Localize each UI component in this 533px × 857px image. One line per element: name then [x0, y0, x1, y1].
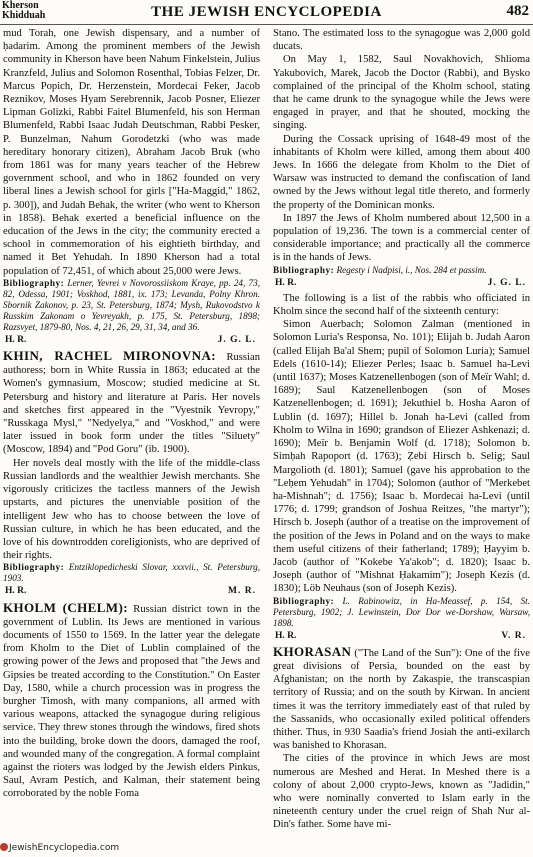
kholm-entry	[3, 601, 260, 801]
kholm-paragraph: During the Cossack uprising of 1648-49 most of the inhabitants of Kholm were killed, among them about 400 Jews. In 1666 the delegate from Kholm to the Diet of Warsaw was instructed to demand the confiscation of land owned by the Jews without legal title thereto, and formerly the property of the Dominican monks.	[273, 133, 530, 211]
rabbis-list: Simon Auerbach; Solomon Zalman (mentioned in Solomon Luria's Responsa, No. 101); Elijah b. Judah Aaron (called Elijah Ba'al Shem; pupil of Solomon Luria); Samuel Edels (1610-14); Eliezer Perles; Isaac b. Samuel ha-Levi (until 1637); Moses Katzenellenbogen (son of Meïr Wahl; d. 1689); Saul Katzenellenbogen (son of Moses Katzenellenbogen; d. 1691); Jekuthiel b. Hosha Aaron of Lublin (d. 1697); Hillel b. Jonah ha-Levi (called from Kholm to Wilna in 1690; grandson of Eliezer Ashkenazi; d. 1690); Meïr b. Benjamin Wolf (d. 1718); Solomon b. Simḥah Rapoport (d. 1763); Ẓebi Hirsch b. Selig; Saul Margolioth (d. 1801); Samuel (gave his approbation to the "Leḥem Yehudah" in 1704); Solomon (author of "Merkebet ha-Mishnah"; d. 1756); Isaac b. Mordecai ha-Levi (until 1776; d. 1799; grandson of Joshua Reitzes, "the martyr"); Hirsch b. Joseph (author of a treatise on the improvement of the position of the Jews in Poland and on the ways to make them useful citizens of their fatherland; 1789); Ḥayyim b. Jacob (author of "Kokebe Ya'akob"; d. 1820); Isaac b. Joseph (author of "Mishnat Ḥakamim"); Joseph Kezis (d. 1830); Löb Neuhaus (son of Joseph Kezis).	[273, 319, 530, 595]
page-number: 482	[506, 3, 529, 19]
signature-initials-right: V. R.	[501, 630, 526, 641]
rachel-paragraph-2: Her novels deal mostly with the life of the middle-class Russian landlords and the wealthier Jewish merchants. She vigorously criticizes the tactless manners of the Jewish upstarts, and pictures the unenviable position of the intelligent Jew who has to choose between the love of Russian culture, in which he has been educated, and the love of his downtrodden coreligionists, who are deprived of their rights.	[3, 457, 260, 562]
bibliography-text: Regesty i Nadpisi, i., Nos. 284 et passim.	[336, 264, 487, 275]
signature-initials-left: H. R.	[275, 277, 297, 288]
bibliography-label: Bibliography:	[273, 595, 335, 606]
bibliography-text: Lerner, Yevrei v Novorossiiskom Kraye, pp. 24, 73, 82, Odessa, 1901; Voskhod, 1881, ix. 173; Levanda, Polny Khron. Sbornik Zakonov, p. 23, St. Petersburg, 1874; Mysh, Rukovodstvo k Russkim Zakonam o Yevreyakh, p. 175, St. Petersburg, 1898; Razsvyet, 1879-80, Nos. 4, 21, 26, 29, 31, 34, and 36.	[3, 277, 261, 332]
running-head-bottom: Khidduah	[2, 10, 46, 21]
right-column	[273, 27, 530, 832]
entry-title: KHIN, RACHEL MIRONOVNA:	[3, 348, 216, 364]
signature-line	[5, 585, 256, 598]
signature-line	[275, 630, 526, 643]
bibliography-label: Bibliography:	[3, 277, 65, 288]
entry-text: Russian district town in the government of Lublin. Its Jews are mentioned in various documents of 1550 to 1569. In the latter year the delegate from Kholm to the Diet of Lublin complained of the growing power of the Jews and proposed that "the Jews and Gipsies be treated according to the Constitution." On Easter Day, 1580, while a church procession was in progress the burgher Timosh, with many companions, all armed with various weapons, attacked the synagogue during religious service. They threw stones through the windows, fired shots into the building, broke down the doors, damaged the roof, and wounded many of the congregation. A formal complaint against the rioters was lodged by the Jewish elders Pinkus, Saul, Avram Pestich, and Kalman, their statement being corroborated by the noble Foma	[3, 603, 260, 800]
entry-text: Russian authoress; born in White Russia in 1863; educated at the Women's gymnasium, Moscow; studied medicine at St. Petersburg and history and literature at Paris. Her novels and sketches first appeared in the "Vyestnik Yevropy," "Russkaga Mysl," "Nedyelya," and "Voskhod," and were later issued in book form under the titles "Siluety" (Moscow, 1894) and "Pod Goru" (ib. 1900).	[3, 352, 260, 456]
signature-initials-left: H. R.	[5, 586, 27, 597]
khorasan-entry	[273, 645, 530, 753]
site-logo-icon	[0, 843, 8, 851]
bibliography	[273, 265, 530, 276]
signature-initials-right: M. R.	[228, 586, 256, 597]
signature-initials-left: H. R.	[275, 630, 297, 641]
bibliography-label: Bibliography:	[273, 264, 335, 275]
signature-line	[275, 277, 526, 290]
kholm-paragraph: On May 1, 1582, Saul Novakhovich, Shlioma Yakubovich, Marek, Jacob the Doctor (Rabbi), and Bysko complained of the principal of the Kholm school, stating that he came drunk to the synagogue while the Jews were engaged in prayer, and that he shouted, mocking the singing.	[273, 54, 530, 132]
kholm-continued: Stano. The estimated loss to the synagogue was 2,000 gold ducats.	[273, 28, 530, 53]
page-header	[0, 0, 533, 25]
site-footer[interactable]	[0, 843, 119, 853]
encyclopedia-title: THE JEWISH ENCYCLOPEDIA	[151, 4, 382, 20]
site-link[interactable]: JewishEncyclopedia.com	[9, 843, 120, 853]
bibliography-text: Entziklopedicheski Slovar, xxxvii., St. Petersburg, 1903.	[3, 562, 261, 584]
bibliography-text: L. Rabinowitz, in Ha-Meassef, p. 154, St. Petersburg, 1902; J. Lewinstein, Dor Dor we-Dorshaw, Warsaw, 1898.	[273, 595, 530, 628]
bibliography	[3, 562, 260, 584]
bibliography	[3, 278, 260, 333]
rabbis-intro: The following is a list of the rabbis who officiated in Kholm since the second half of the sixteenth century:	[273, 292, 530, 318]
rachel-entry	[3, 349, 260, 457]
left-column	[3, 27, 260, 801]
signature-line	[5, 334, 256, 347]
bibliography	[273, 596, 530, 629]
signature-initials-right: J. G. L.	[217, 334, 256, 345]
entry-title: KHOLM (CHELM):	[3, 599, 128, 615]
kherson-paragraph: mud Torah, one Jewish dispensary, and a number of ḥadarim. Among the prominent members of the Jewish community in Kherson have been Nahum Finkelstein, Julius Kranzfeld, Julius and Solomon Rosenthal, Tobias Felzer, Dr. Marcus Popich, Dr. Herzenstein, Mordecai Feker, Jacob Reznikov, Moses Hyam Serebrennik, Jacob Posner, Eliezer Lipman Golizki, Rabbi Faitel Blumenfeld, his son Herman Blumenfeld, Rabbi Isaac Judah Deutschman, Rabbi Pesker, P. Bunzelman, Nahum Gorodetzki (who was made hereditary honorary citizen), Abraham Jacob Bruk (who from 1861 was for many years teacher of the Hebrew government school, and who in 1862 founded on very liberal lines a Jewish school for girls ["Ha-Maggid," 1862, p. 300]), and Judah Behak, the writer (who went to Kherson in 1858). Behak exerted a beneficial influence on the education of the Jews in the city; the community erected a school in commemoration of his eightieth birthday, and named it Bet Yehudah. In 1890 Kherson had a total population of 72,451, of which about 25,000 were Jews.	[3, 28, 260, 277]
kholm-paragraph: In 1897 the Jews of Kholm numbered about 12,500 in a population of 19,236. The town is a commercial center of considerable importance; and practically all the commerce is in the hands of Jews.	[273, 212, 530, 264]
signature-initials-right: J. G. L.	[487, 277, 526, 288]
khorasan-paragraph-2: The cities of the province in which Jews are most numerous are Meshed and Herat. In Meshed there is a colony of about 2,000 crypto-Jews, known as "Jadidin," who were nominally converted to Islam early in the nineteenth century under the cruel reign of Shah Nur al-Din's father. Some have mi-	[273, 753, 530, 831]
signature-initials-left: H. R.	[5, 334, 27, 345]
bibliography-label: Bibliography:	[3, 562, 65, 573]
running-head-top: Kherson	[2, 0, 39, 11]
entry-text: ("The Land of the Sun"): One of the five great divisions of Persia, bounded on the east by Afghanistan; on the north by Zakaspie, the transcaspian territory of Russia; and on the south by Kirwan. In ancient times it was the territory immediately east of that ruled by the Sassanids, who occasionally exiled political offenders thither. Thus, in 930 Saadia's friend Josiah the anti-exilarch was banished to Khorasan.	[273, 647, 530, 752]
entry-title: KHORASAN	[273, 643, 352, 659]
